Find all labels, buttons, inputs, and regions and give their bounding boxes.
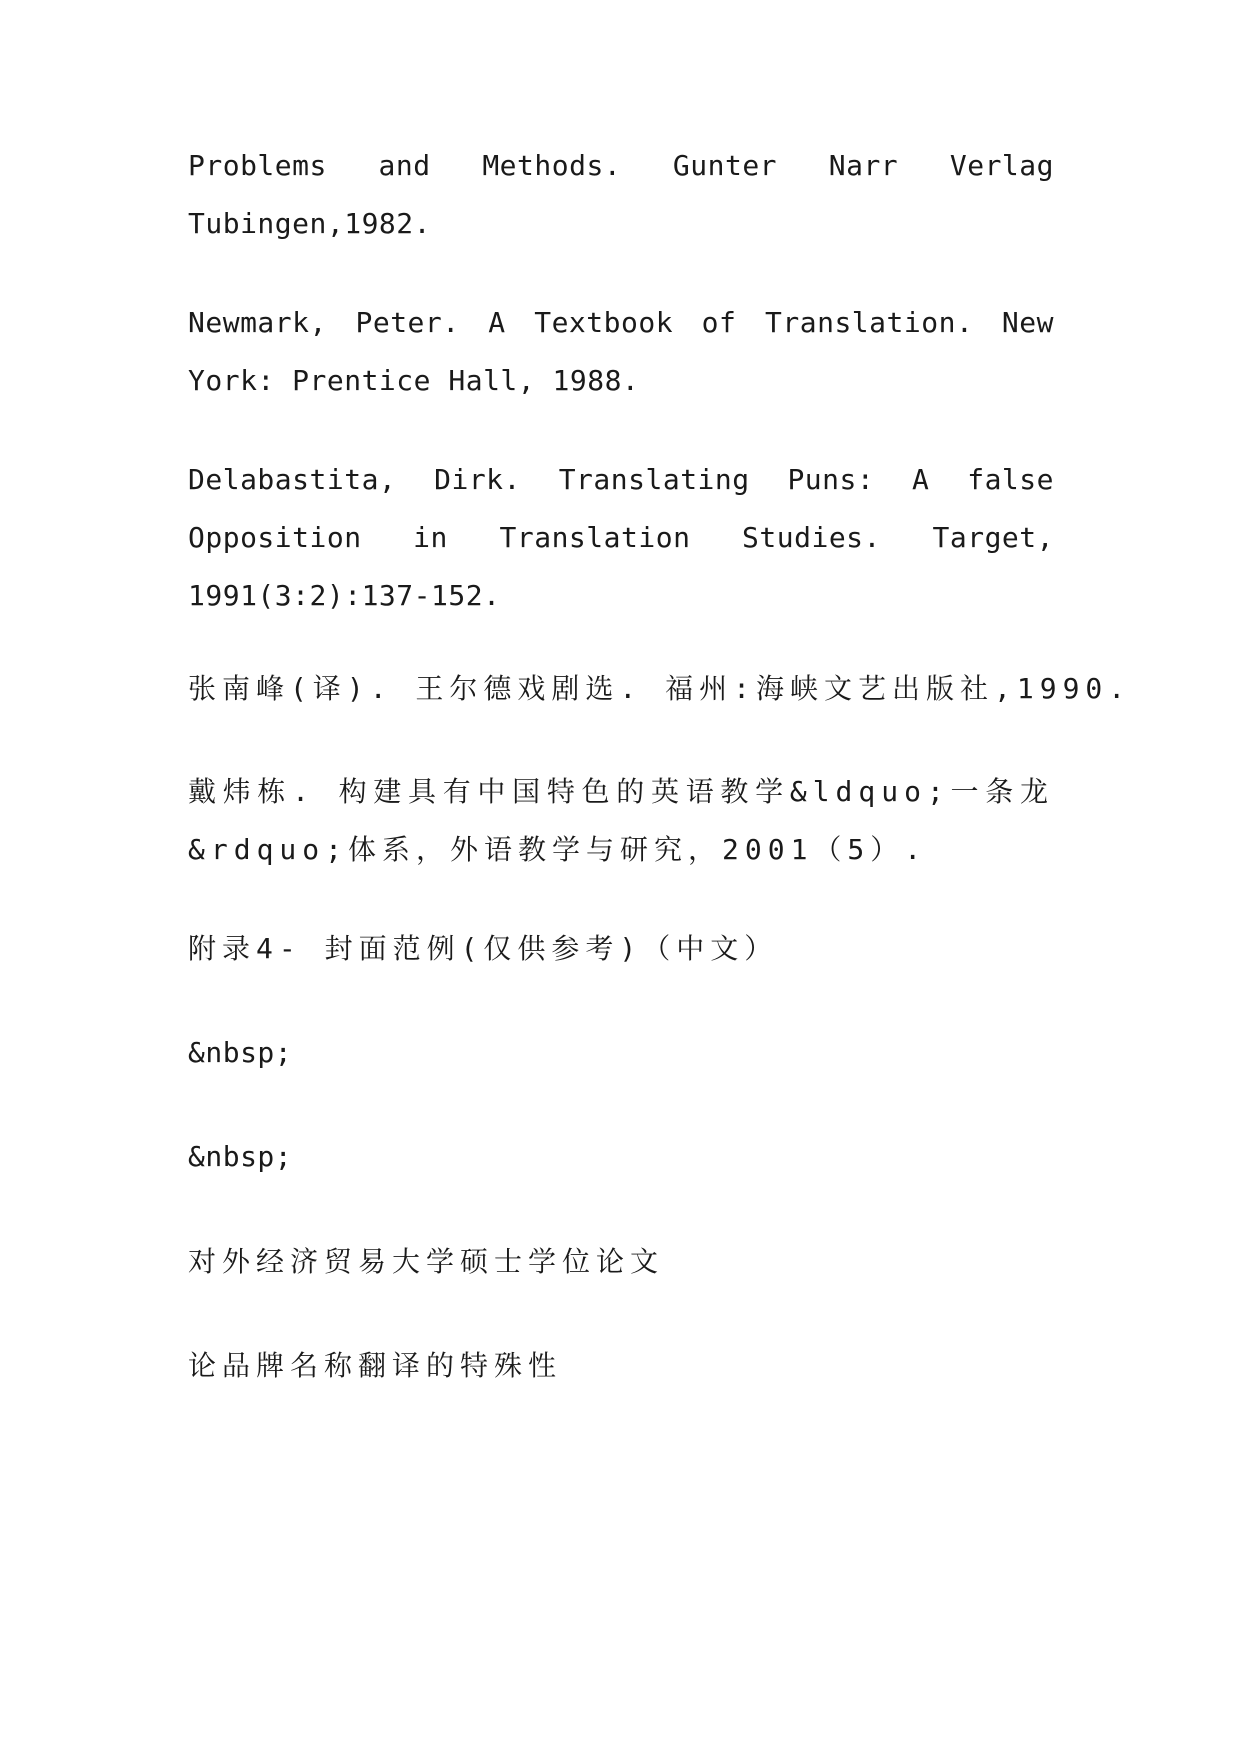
reference-entry: 戴炜栋. 构建具有中国特色的英语教学&ldquo;一条龙&rdquo;体系，外语教学与研究，2001（5）. (188, 775, 1054, 866)
reference-entry: Newmark, Peter. A Textbook of Translation. New York: Prentice Hall, 1988. (188, 306, 1054, 397)
reference-entry: Problems and Methods. Gunter Narr Verlag Tubingen,1982. (188, 149, 1054, 240)
appendix-heading: 附录4- 封面范例(仅供参考)（中文） (188, 932, 779, 965)
spacer-text: &nbsp; (188, 1036, 293, 1069)
reference-entry: 张南峰(译). 王尔德戏剧选. 福州:海峡文艺出版社,1990. (188, 672, 1132, 705)
spacer-text: &nbsp; (188, 1140, 293, 1173)
cover-thesis-title: 论品牌名称翻译的特殊性 (188, 1349, 563, 1382)
cover-university-line: 对外经济贸易大学硕士学位论文 (188, 1245, 665, 1278)
reference-entry: Delabastita, Dirk. Translating Puns: A false Opposition in Translation Studies. Target, 1991(3:2):137-152. (188, 463, 1054, 612)
